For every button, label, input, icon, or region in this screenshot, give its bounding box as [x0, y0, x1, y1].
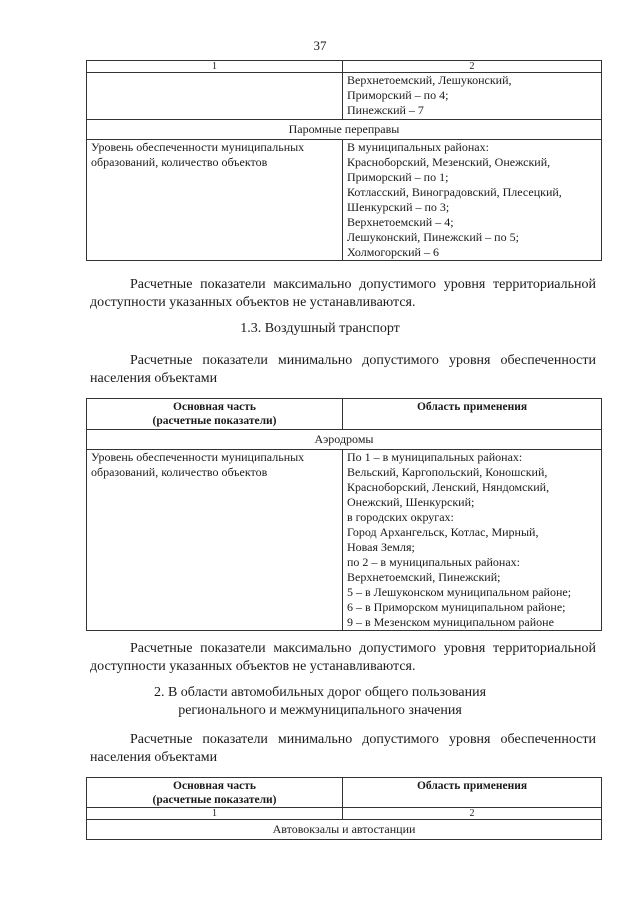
header-line: Основная часть [173, 401, 256, 413]
header-line: (расчетные показатели) [152, 415, 277, 427]
scope-line: в городских округах: [347, 510, 454, 524]
scope-line: Холмогорский – 6 [347, 245, 439, 259]
paragraph-max-accessibility: Расчетные показатели максимально допустимого уровня территориальной доступности указанных объектов не устанавливаются. [90, 277, 596, 310]
section-ferries: Паромные переправы [87, 120, 602, 140]
scope-line: 9 – в Мезенском муниципальном районе [347, 615, 554, 629]
scope-line: Город Архангельск, Котлас, Мирный, [347, 525, 539, 539]
scope-line: Пинежский – 7 [347, 103, 424, 117]
scope-line: По 1 – в муниципальных районах: [347, 450, 523, 464]
scope-line: Новая Земля; [347, 540, 415, 554]
heading-line: 2. В области автомобильных дорог общего пользования [153, 685, 487, 700]
scope-line: Верхнетоемский – 4; [347, 215, 454, 229]
col-number-2: 2 [343, 61, 602, 73]
header-line: Основная часть [173, 780, 256, 792]
section-airfields: Аэродромы [87, 430, 602, 450]
paragraph-max-accessibility-2: Расчетные показатели максимально допустимого уровня территориальной доступности указанных объектов не устанавливаются. [90, 641, 596, 674]
col-number-1: 1 [87, 61, 343, 73]
paragraph-min-provision-2: Расчетные показатели минимально допустимого уровня обеспеченности населения объектами [90, 732, 596, 765]
col-number-1: 1 [87, 808, 343, 820]
scope-line: Приморский – по 1; [347, 170, 449, 184]
col-number-2: 2 [343, 808, 602, 820]
section-heading-air-transport: 1.3. Воздушный транспорт [240, 321, 400, 336]
scope-line: Онежский, Шенкурский; [347, 495, 475, 509]
scope-line: Шенкурский – по 3; [347, 200, 450, 214]
section-bus-stations: Автовокзалы и автостанции [87, 820, 602, 840]
scope-line: 5 – в Лешуконском муниципальном районе; [347, 585, 572, 599]
scope-line: Котласский, Виноградовский, Плесецкий, [347, 185, 562, 199]
empty-cell [87, 73, 343, 120]
heading-line: регионального и межмуниципального значения [178, 703, 462, 718]
page-number: 37 [313, 38, 327, 53]
scope-line: Вельский, Каргопольский, Коношский, [347, 465, 548, 479]
bus-stations-table [86, 777, 602, 840]
section-heading-roads [0, 684, 640, 720]
header-scope: Область применения [343, 399, 602, 430]
scope-line: по 2 – в муниципальных районах: [347, 555, 520, 569]
scope-line: Верхнетоемский, Лешуконский, [347, 73, 512, 87]
header-main-part [87, 778, 343, 808]
header-main-part [87, 399, 343, 430]
scope-line: Красноборский, Мезенский, Онежский, [347, 155, 551, 169]
indicator-cell: Уровень обеспеченности муниципальных образований, количество объектов [87, 140, 343, 261]
scope-line: Лешуконский, Пинежский – по 5; [347, 230, 519, 244]
continued-scope-cell [343, 73, 602, 120]
scope-line: В муниципальных районах: [347, 140, 489, 154]
header-line: (расчетные показатели) [152, 794, 277, 806]
scope-line: 6 – в Приморском муниципальном районе; [347, 600, 566, 614]
paragraph-min-provision: Расчетные показатели минимально допустимого уровня обеспеченности населения объектами [90, 353, 596, 386]
ferry-table [86, 60, 602, 261]
indicator-cell: Уровень обеспеченности муниципальных образований, количество объектов [87, 450, 343, 631]
scope-cell [343, 140, 602, 261]
scope-line: Приморский – по 4; [347, 88, 449, 102]
airfields-table [86, 398, 602, 631]
scope-line: Верхнетоемский, Пинежский; [347, 570, 501, 584]
scope-line: Красноборский, Ленский, Няндомский, [347, 480, 550, 494]
scope-cell [343, 450, 602, 631]
header-scope: Область применения [343, 778, 602, 808]
